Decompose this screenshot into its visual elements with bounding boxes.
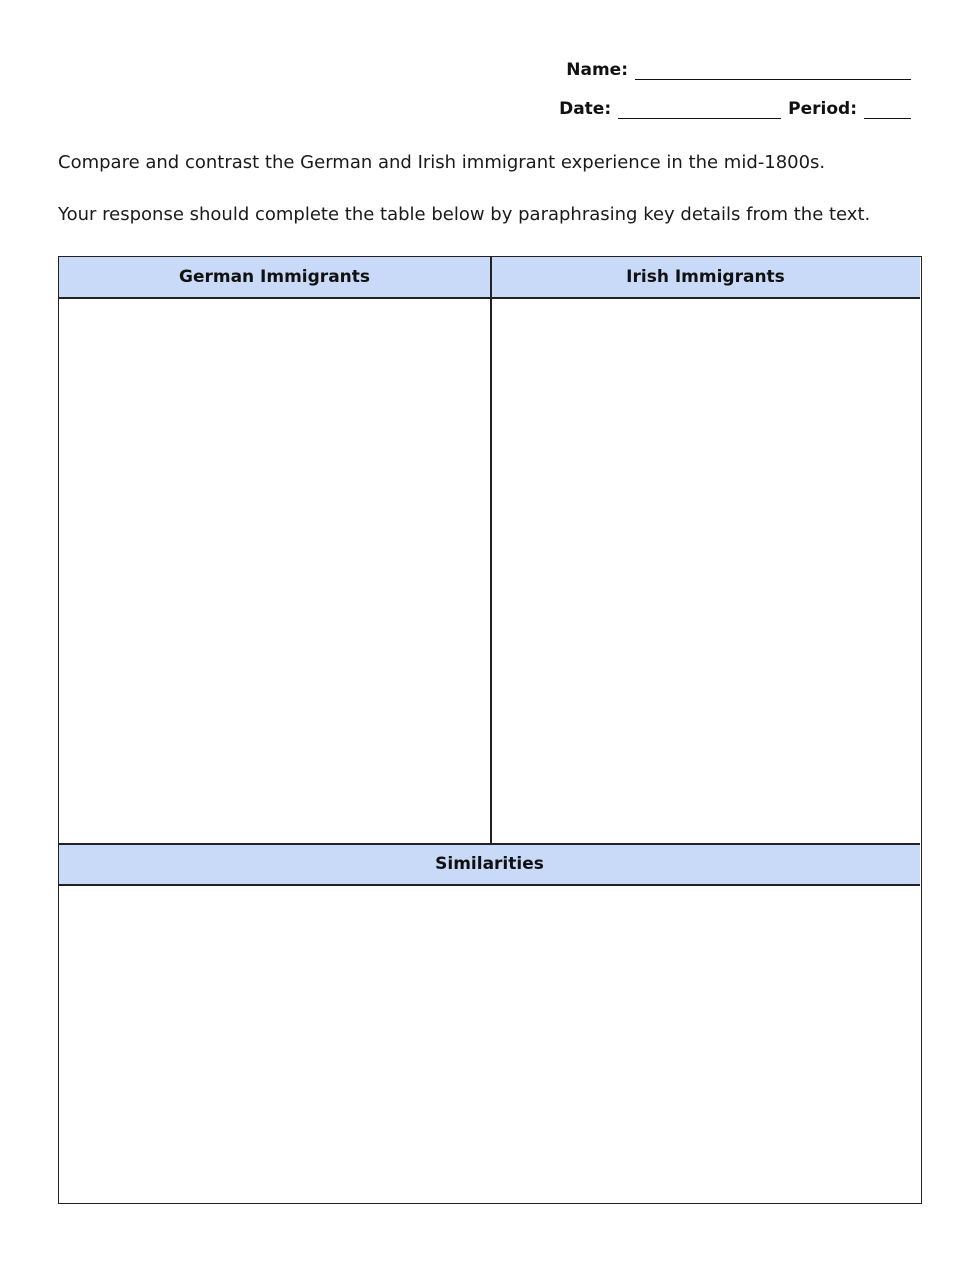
column-divider	[490, 257, 492, 844]
date-blank[interactable]	[618, 101, 781, 119]
irish-immigrants-header: Irish Immigrants	[491, 257, 920, 297]
name-blank[interactable]	[635, 62, 911, 80]
similarities-header: Similarities	[59, 844, 920, 884]
name-field-row	[566, 60, 911, 80]
name-label: Name:	[566, 60, 628, 80]
period-blank[interactable]	[864, 101, 911, 119]
date-label: Date:	[559, 99, 612, 119]
german-immigrants-header: German Immigrants	[59, 257, 490, 297]
period-label: Period:	[788, 99, 857, 119]
similarities-answer-area[interactable]	[59, 886, 920, 1202]
date-period-row	[559, 99, 911, 119]
similarities-top-divider	[59, 843, 920, 845]
similarities-header-divider	[59, 884, 920, 886]
comparison-table	[58, 256, 922, 1204]
german-immigrants-answer-area[interactable]	[59, 299, 490, 844]
instruction-compare: Compare and contrast the German and Irish immigrant experience in the mid-1800s.	[58, 152, 826, 173]
header-row-divider	[59, 297, 920, 299]
instruction-response: Your response should complete the table below by paraphrasing key details from the text.	[58, 204, 871, 225]
irish-immigrants-answer-area[interactable]	[492, 299, 920, 844]
